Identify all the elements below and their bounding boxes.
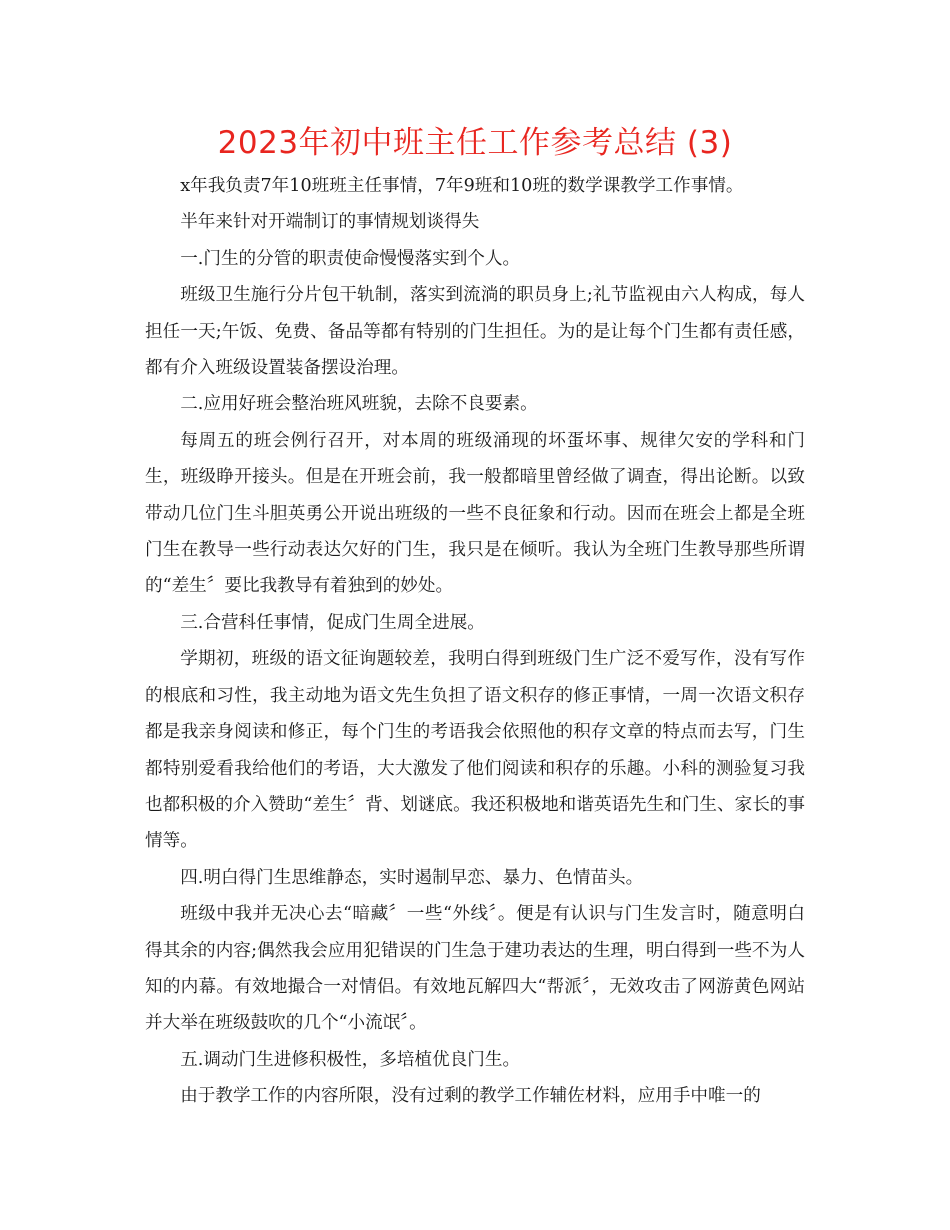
paragraph: 班级卫生施行分片包干轨制，落实到流淌的职员身上;礼节监视由六人构成，每人担任一天;午饭、免费、备品等都有特别的门生担任。为的是让每个门生都有责任感，都有介入班级设置装备摆设治理。 xyxy=(145,285,805,379)
document-body xyxy=(145,168,805,1115)
paragraph: 班级中我并无决心去“暗藏〞一些“外线〞。便是有认识与门生发言时，随意明白得其余的内容;偶然我会应用犯错误的门生急于建功表达的生理，明白得到一些不为人知的内幕。有效地撮合一对情侣。有效地瓦解四大“帮派〞，无效攻击了网游黄色网站并大举在班级鼓吹的几个“小流氓〞。 xyxy=(145,904,805,1034)
section-heading: 一.门生的分管的职责使命慢慢落实到个人。 xyxy=(180,248,521,269)
section-heading: 四.明白得门生思维静态，实时遏制早恋、暴力、色情苗头。 xyxy=(180,867,644,888)
section-heading: 五.调动门生进修积极性，多培植优良门生。 xyxy=(180,1049,521,1070)
paragraph: 每周五的班会例行召开，对本周的班级涌现的坏蛋坏事、规律欠安的学科和门生，班级睁开接头。但是在开班会前，我一般都暗里曾经做了调查，得出论断。以致带动几位门生斗胆英勇公开说出班级的一些不良征象和行动。因而在班会上都是全班门生在教导一些行动表达欠好的门生，我只是在倾听。我认为全班门生教导那些所谓的“差生〞要比我教导有着独到的妙处。 xyxy=(145,430,805,597)
document-title: 2023年初中班主任工作参考总结 (3) xyxy=(217,125,733,161)
paragraph: x年我负责7年10班班主任事情，7年9班和10班的数学课教学工作事情。 xyxy=(180,176,744,196)
section-heading: 三.合营科任事情，促成门生周全进展。 xyxy=(180,612,485,633)
document-page xyxy=(145,118,805,1115)
paragraph: 学期初，班级的语文征询题较差，我明白得到班级门生广泛不爱写作，没有写作的根底和习性，我主动地为语文先生负担了语文积存的修正事情，一周一次语文积存都是我亲身阅读和修正，每个门生的考语我会依照他的积存文章的特点而去写，门生都特别爱看我给他们的考语，大大激发了他们阅读和积存的乐趣。小科的测验复习我也都积极的介入赞助“差生〞背、划谜底。我还积极地和谐英语先生和门生、家长的事情等。 xyxy=(145,649,805,852)
paragraph: 半年来针对开端制订的事情规划谈得失 xyxy=(180,212,480,233)
section-heading: 二.应用好班会整治班风班貌，去除不良要素。 xyxy=(180,394,538,415)
paragraph: 由于教学工作的内容所限，没有过剩的教学工作辅佐材料，应用手中唯一的 xyxy=(180,1086,761,1107)
